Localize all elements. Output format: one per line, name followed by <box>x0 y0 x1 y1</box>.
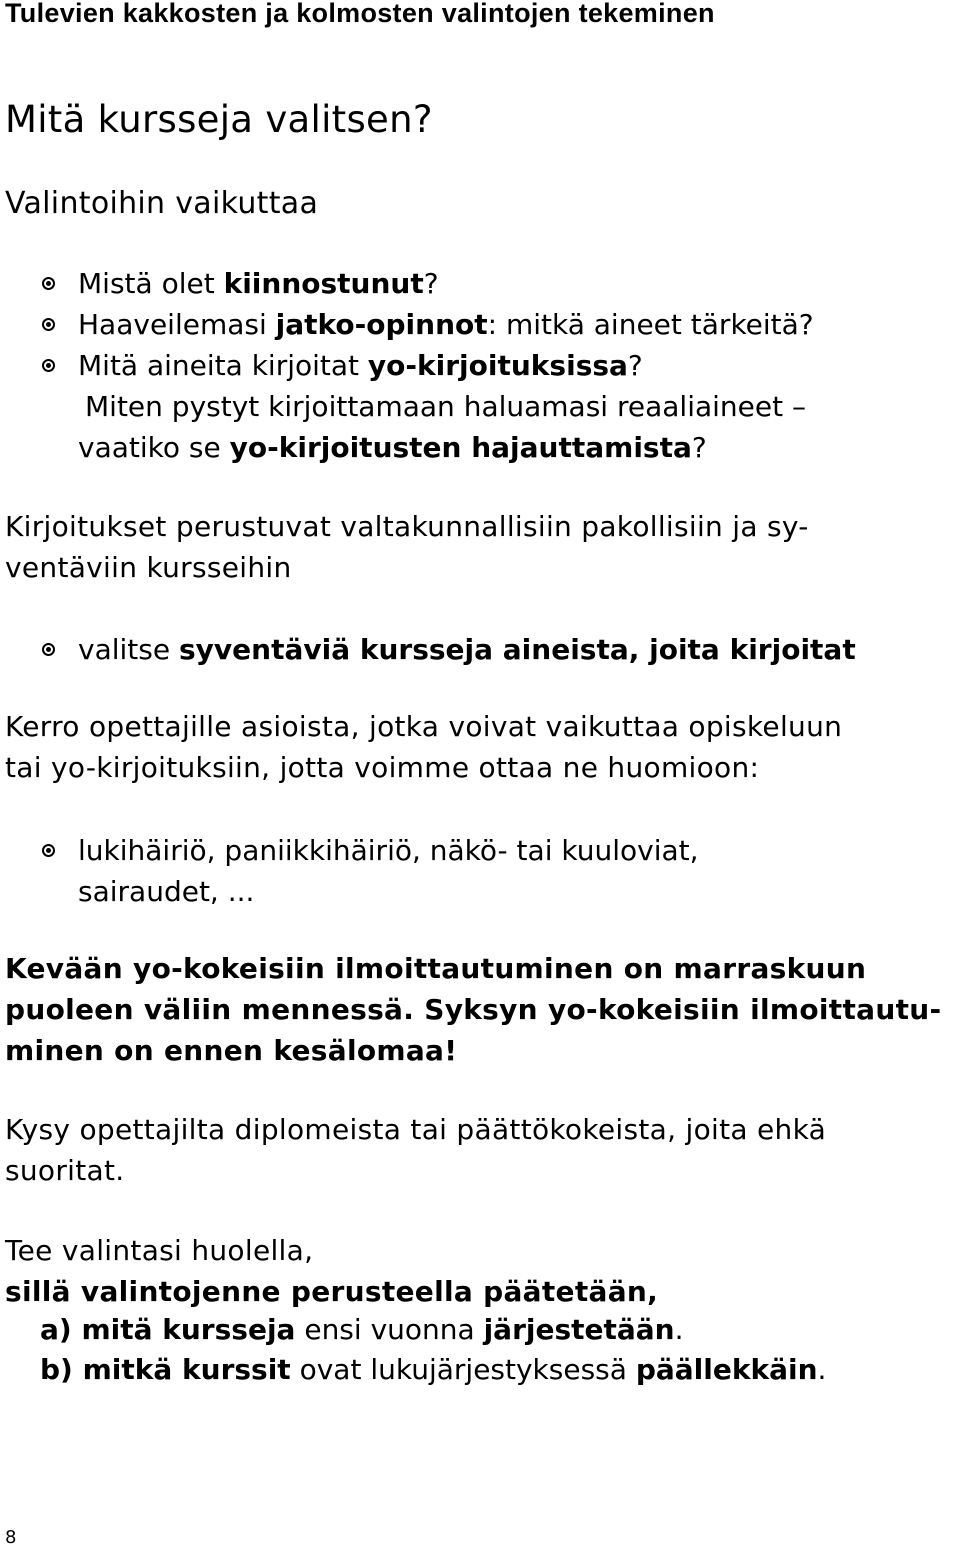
choose-line: Tee valintasi huolella, <box>5 1234 314 1267</box>
writing-list <box>0 629 856 670</box>
registration-notice: Kevään yo-kokeisiin ilmoittautuminen on marraskuun puoleen väliin mennessä. Syksyn yo-kokeisiin ilmoittautu- minen on ennen kesälomaa! <box>5 952 942 1067</box>
bullet-icon <box>42 643 55 656</box>
bullet-icon <box>42 844 55 857</box>
tell-list <box>0 830 699 912</box>
bullet-icon <box>42 359 55 372</box>
list-item: Mitä aineita kirjoitat yo-kirjoituksissa? <box>0 345 814 386</box>
choose-line-bold: sillä valintojenne perusteella päätetään, <box>5 1275 659 1308</box>
question-heading: Mitä kursseja valitsen? <box>5 98 433 141</box>
list-item: Haaveilemasi jatko-opinnot: mitkä aineet tärkeitä? <box>0 304 814 345</box>
bullet-icon <box>42 318 55 331</box>
list-item: Mistä olet kiinnostunut? <box>0 263 814 304</box>
choice-b: b) mitkä kurssit ovat lukujärjestyksessä päällekkäin. <box>40 1353 827 1386</box>
choose-paragraph <box>5 1230 658 1312</box>
list-item: sairaudet, ... <box>78 875 255 908</box>
list-item: vaatiko se yo-kirjoitusten hajauttamista? <box>78 431 707 464</box>
bullet-icon <box>42 277 55 290</box>
influences-list <box>0 263 814 468</box>
choice-a: a) mitä kursseja ensi vuonna järjestetään. <box>40 1313 684 1346</box>
ask-paragraph: Kysy opettajilta diplomeista tai päättökokeista, joita ehkä suoritat. <box>5 1113 827 1187</box>
page-heading: Tulevien kakkosten ja kolmosten valintojen tekeminen <box>5 0 715 28</box>
list-item: valitse syventäviä kursseja aineista, joita kirjoitat <box>0 629 856 670</box>
list-item: lukihäiriö, paniikkihäiriö, näkö- tai kuuloviat, <box>0 830 699 871</box>
influences-heading: Valintoihin vaikuttaa <box>5 186 319 221</box>
tell-paragraph: Kerro opettajille asioista, jotka voivat vaikuttaa opiskeluun tai yo-kirjoituksiin, jotta voimme ottaa ne huomioon: <box>5 710 843 784</box>
list-item: Miten pystyt kirjoittamaan haluamasi reaaliaineet – <box>85 390 806 423</box>
page-number: 8 <box>5 1527 17 1548</box>
writing-paragraph: Kirjoitukset perustuvat valtakunnallisiin pakollisiin ja sy- ventäviin kursseihin <box>5 510 809 584</box>
